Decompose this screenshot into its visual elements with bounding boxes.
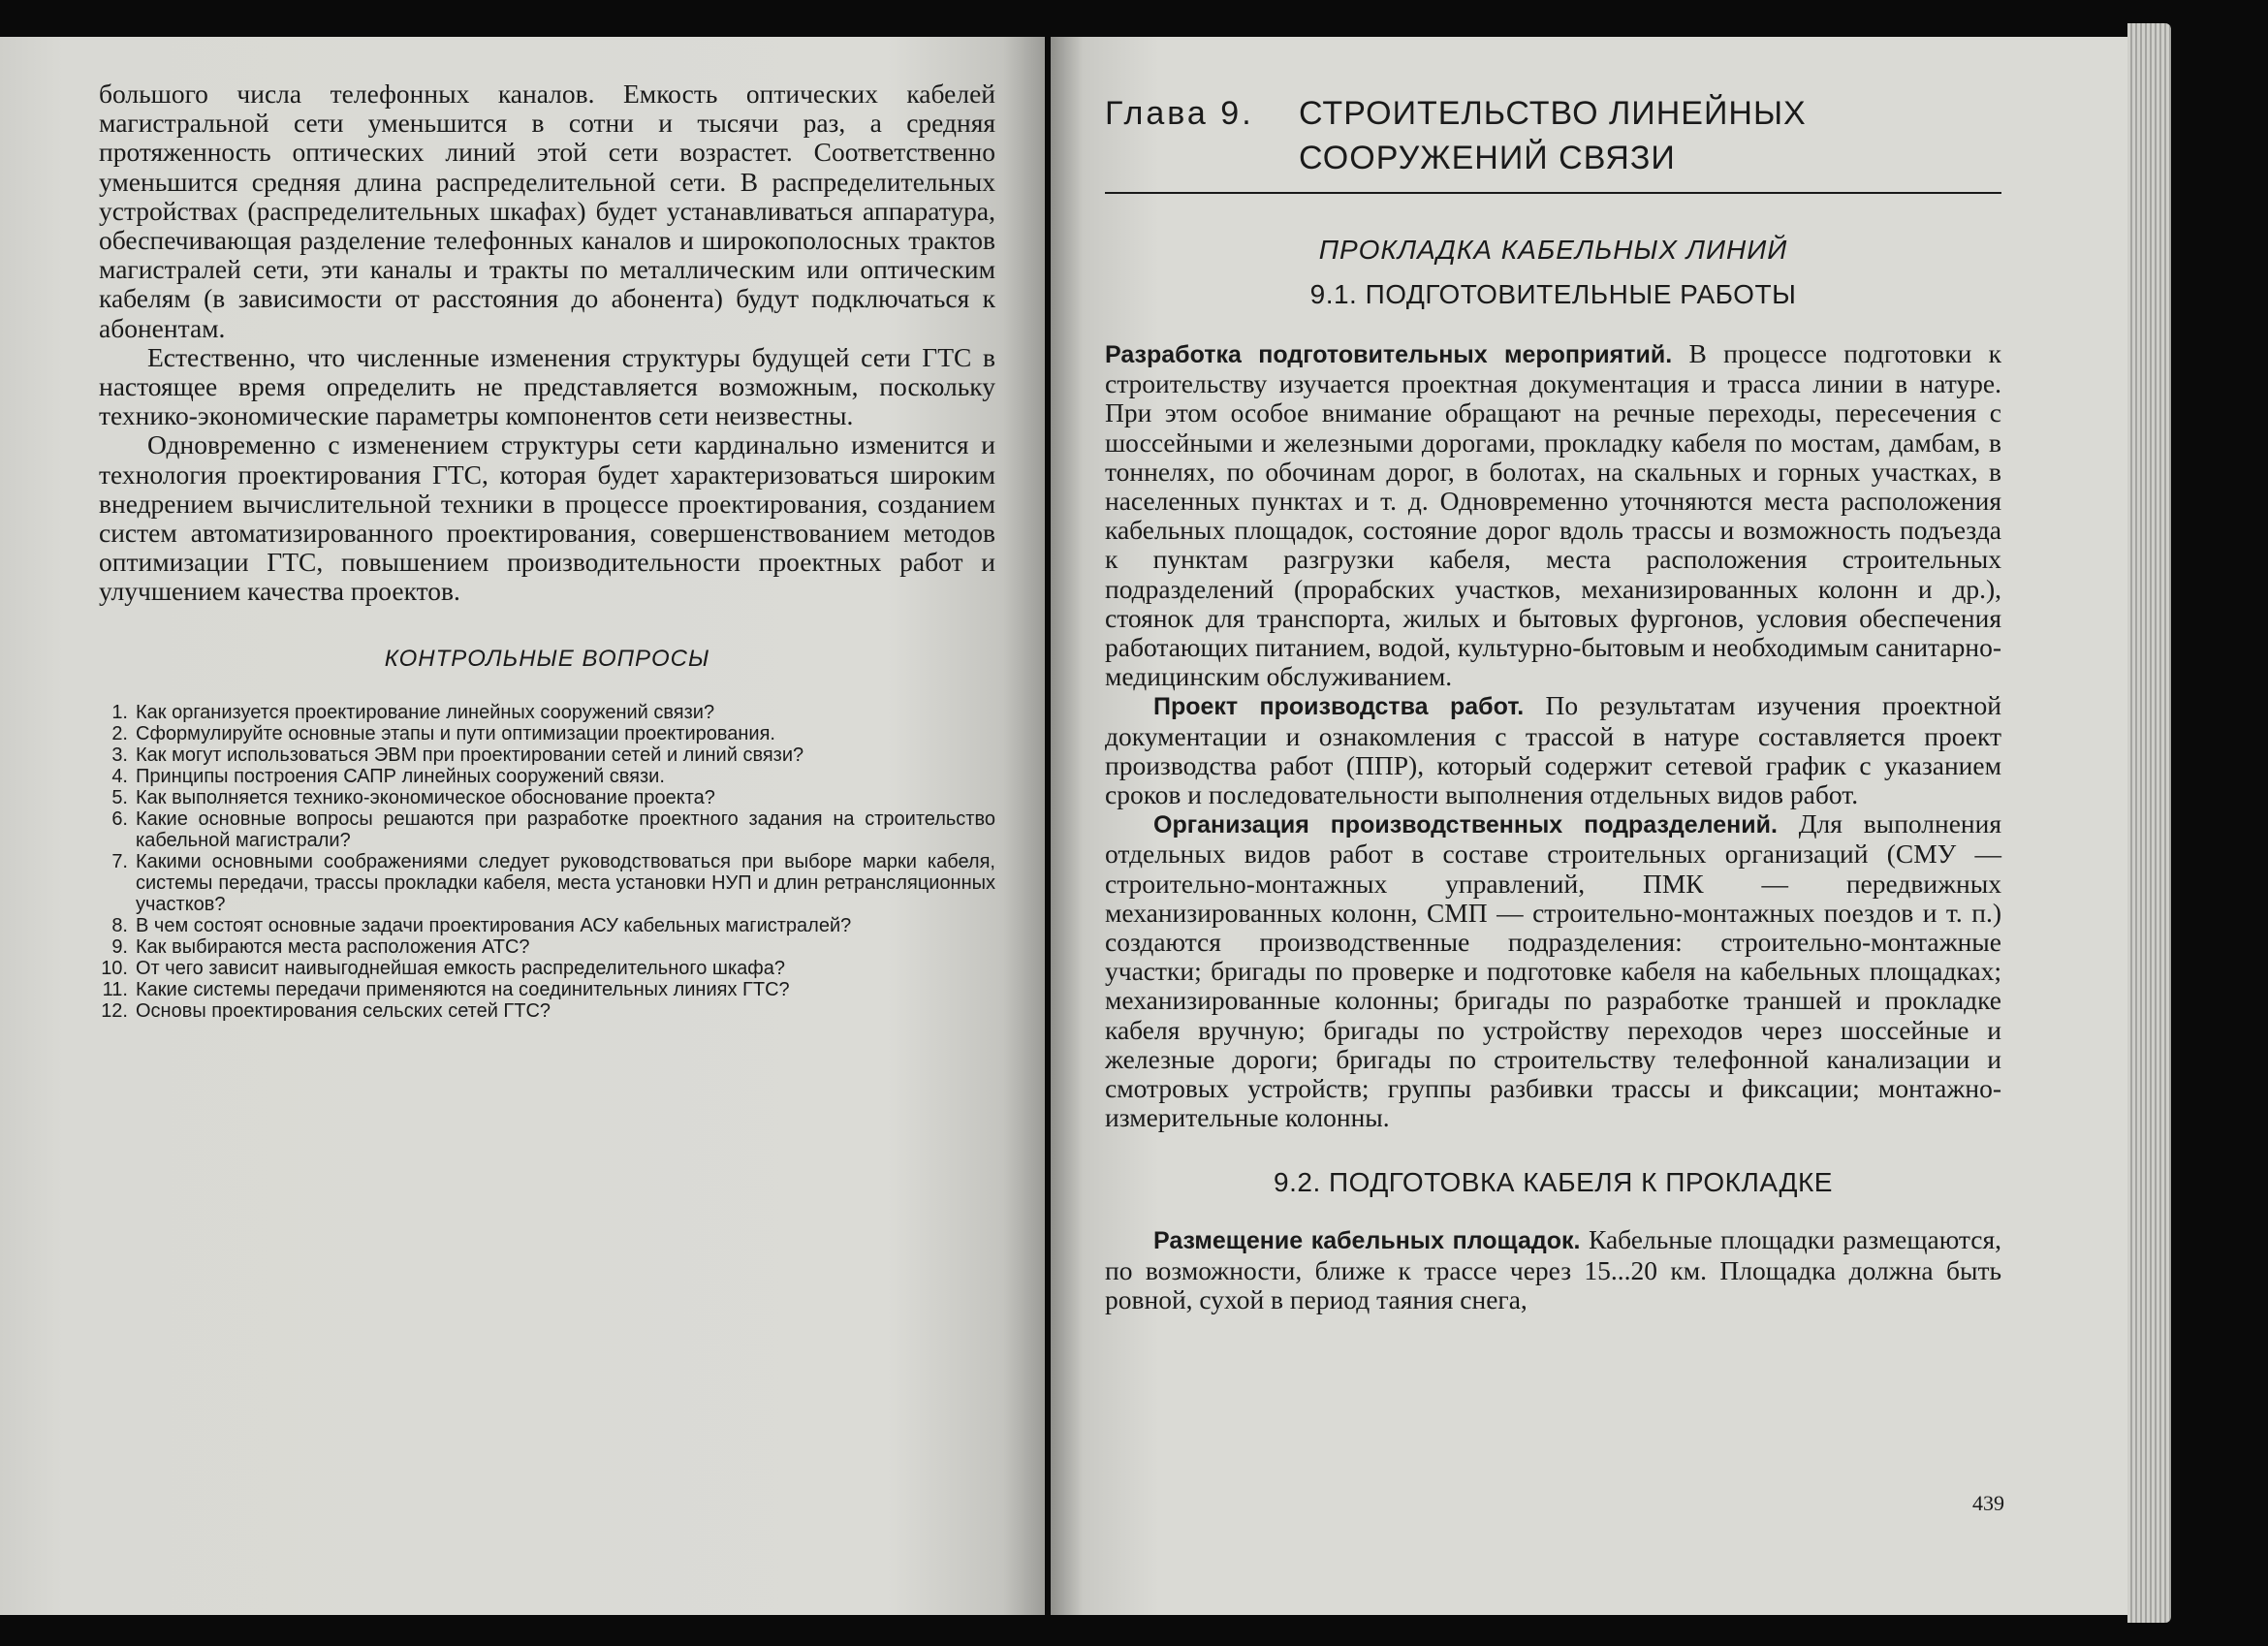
page-number: 439 — [1972, 1491, 2004, 1515]
question-item — [99, 1000, 995, 1022]
page-edges — [2127, 23, 2171, 1623]
paragraph-lead: Организация производственных подразделений. — [1153, 811, 1778, 839]
question-text: От чего зависит наивыгоднейшая емкость распределительного шкафа? — [136, 957, 785, 979]
question-number: 4. — [111, 765, 128, 787]
question-text: Какие системы передачи применяются на соединительных линиях ГТС? — [136, 978, 790, 1000]
question-item — [99, 915, 995, 936]
section-title-9-1: 9.1. ПОДГОТОВИТЕЛЬНЫЕ РАБОТЫ — [1309, 279, 1797, 309]
question-number: 5. — [111, 786, 128, 808]
question-text: Сформулируйте основные этапы и пути оптимизации проектирования. — [136, 722, 775, 744]
paragraph-body: Для выполнения отдельных видов работ в составе строительных организаций (СМУ — строительно-монтажных управлений, ПМК — передвижных механизированных колонн, СМП — строительно-монтажных поездов и т. п.) создаются производственные подразделения: строительно-монтажные участки; бригады по проверке и подготовке кабеля на кабельных площадках; механизированные колонны; бригады по разработке траншей и прокладке кабеля вручную; бригады по устройству переходов через шоссейные и железные дороги; бригады по строительству телефонной канализации и смотровых устройств; группы разбивки трассы и фиксации; монтажно-измерительные колонны. — [1105, 808, 2001, 1133]
chapter-rule — [1105, 192, 2001, 194]
question-item — [99, 744, 995, 766]
question-number: 2. — [111, 722, 128, 744]
question-text: В чем состоят основные задачи проектирования АСУ кабельных магистралей? — [136, 914, 852, 936]
question-number: 6. — [111, 807, 128, 830]
questions-list — [99, 702, 995, 1022]
question-number: 8. — [111, 914, 128, 936]
question-number: 12. — [101, 999, 128, 1022]
paragraph-body: По результатам изучения проектной документации и ознакомления с трассой в натуре составляется проект производства работ (ППР), который содержит сетевой график с указанием сроков и последовательности выполнения отдельных видов работ. — [1105, 690, 2001, 810]
question-number: 3. — [111, 744, 128, 766]
question-item — [99, 851, 995, 915]
question-text: Как выполняется технико-экономическое обоснование проекта? — [136, 786, 715, 808]
question-number: 10. — [101, 957, 128, 979]
chapter-heading — [1105, 91, 2001, 180]
paragraph-lead: Размещение кабельных площадок. — [1153, 1227, 1581, 1255]
right-paragraph-1 — [1105, 339, 2001, 691]
right-paragraph-3 — [1105, 809, 2001, 1132]
question-text: Как выбираются места расположения АТС? — [136, 935, 530, 958]
question-text: Какие основные вопросы решаются при разработке проектного задания на строительство кабельной магистрали? — [136, 807, 995, 851]
part-title: ПРОКЛАДКА КАБЕЛЬНЫХ ЛИНИЙ — [1318, 235, 1788, 265]
question-number: 1. — [111, 701, 128, 723]
question-text: Как могут использоваться ЭВМ при проектировании сетей и линий связи? — [136, 744, 804, 766]
question-item — [99, 766, 995, 787]
right-paragraph-2 — [1105, 691, 2001, 809]
question-item — [99, 979, 995, 1000]
left-paragraph-2: Естественно, что численные изменения структуры будущей сети ГТС в настоящее время определить не представляется возможным, поскольку технико-экономические параметры компонентов сети неизвестны. — [99, 341, 995, 431]
question-item — [99, 958, 995, 979]
question-text: Основы проектирования сельских сетей ГТС? — [136, 999, 551, 1022]
left-paragraph-1: большого числа телефонных каналов. Емкость оптических кабелей магистральной сети уменьшится в сотни и тысячи раз, а средняя протяженность оптических линий этой сети возрастет. Соответственно уменьшится средняя длина распределительной сети. В распределительных устройствах (распределительных шкафах) будет устанавливаться аппаратура, обеспечивающая разделение телефонных каналов и широкополосных трактов магистралей сети, эти каналы и тракты по металлическим или оптическим кабелям (в зависимости от расстояния до абонента) будут подключаться к абонентам. — [99, 79, 995, 343]
paragraph-lead: Проект производства работ. — [1153, 693, 1525, 721]
paragraph-body: Кабельные площадки размещаются, по возможности, ближе к трассе через 15...20 км. Площадка должна быть ровной, сухой в период таяния снега, — [1105, 1224, 2001, 1314]
question-number: 11. — [102, 978, 128, 1000]
question-item — [99, 723, 995, 744]
question-item — [99, 787, 995, 808]
question-text: Принципы построения САПР линейных сооружений связи. — [136, 765, 665, 787]
question-number: 9. — [111, 935, 128, 958]
right-page-text — [1105, 91, 2001, 1314]
chapter-label: Глава 9. — [1105, 95, 1254, 132]
paragraph-body: В процессе подготовки к строительству изучается проектная документация и трасса линии в натуре. При этом особое внимание обращают на речные переходы, пересечения с шоссейными и железными дорогами, прокладку кабеля по мостам, дамбам, в тоннелях, по обочинам дорог, в болотах, на скальных и горных участках, в населенных пунктах и т. д. Одновременно уточняются места расположения кабельных площадок, состояние дорог вдоль трассы и возможность подъезда к пунктам разгрузки кабеля, места расположения строительных подразделений (прорабских участков, механизированных колонн и др.), стоянок для транспорта, жилых и бытовых фургонов, условия обеспечения работающих питанием, водой, культурно-бытовым и необходимым санитарно-медицинским обслуживанием. — [1105, 338, 2001, 692]
section-title-9-2: 9.2. ПОДГОТОВКА КАБЕЛЯ К ПРОКЛАДКЕ — [1274, 1167, 1833, 1198]
question-number: 7. — [111, 850, 128, 872]
question-item — [99, 808, 995, 851]
questions-heading: КОНТРОЛЬНЫЕ ВОПРОСЫ — [384, 645, 710, 672]
question-text: Какими основными соображениями следует руководствоваться при выборе марки кабеля, системы передачи, трассы прокладки кабеля, места установки НУП и длин ретрансляционных участков? — [136, 850, 995, 915]
paragraph-lead: Разработка подготовительных мероприятий. — [1105, 341, 1673, 368]
left-page-text — [99, 79, 995, 1022]
question-item — [99, 702, 995, 723]
chapter-title: СТРОИТЕЛЬСТВО ЛИНЕЙНЫХ СООРУЖЕНИЙ СВЯЗИ — [1299, 95, 1807, 176]
left-paragraph-3: Одновременно с изменением структуры сети кардинально изменится и технология проектирования ГТС, которая будет характеризоваться широким внедрением вычислительной техники в процессе проектирования, созданием систем автоматизированного проектирования, совершенствованием методов оптимизации ГТС, повышением производительности проектных работ и улучшением качества проектов. — [99, 429, 995, 607]
right-paragraph-4 — [1105, 1225, 2001, 1314]
question-item — [99, 936, 995, 958]
question-text: Как организуется проектирование линейных сооружений связи? — [136, 701, 715, 723]
